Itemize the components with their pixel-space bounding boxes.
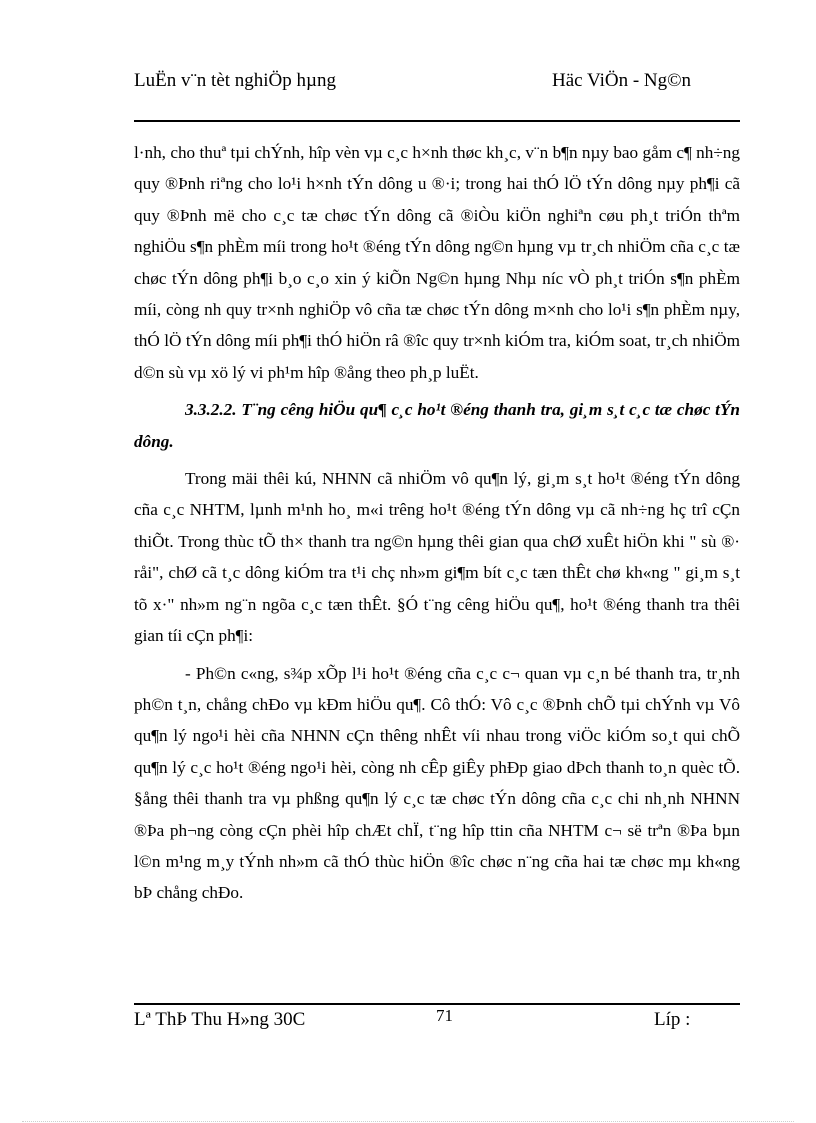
page-header <box>134 68 740 124</box>
footer-author: Lª ThÞ Thu H»ng 30C <box>134 1009 306 1030</box>
page-edge-divider <box>22 1121 794 1122</box>
header-institution: Häc ViÖn - Ng©n <box>552 70 692 91</box>
header-rule <box>134 120 740 122</box>
paragraph-2: Trong mäi thêi kú, NHNN cã nhiÖm vô qu¶n lý, gi¸m s¸t ho¹t ®éng tÝn dông cña c¸c NHTM, lµnh m¹nh ho¸ m«i trêng ho¹t ®éng tÝn dông vµ cã nh÷ng hç trî cÇn thiÕt. Trong thùc tÕ th× thanh tra ng©n hµng thêi gian qua chØ xuÊt hiÖn khi " sù ®· råi", chØ cã t¸c dông kiÓm tra t¹i chç nh»m gi¶m bít c¸c tæn thÊt chø kh«ng " gi¸m s¸t tõ x·" nh»m ng¨n ngõa c¸c tæn thÊt. §Ó t¨ng cêng hiÖu qu¶, ho¹t ®éng thanh tra thêi gian tíi cÇn ph¶i: <box>134 469 740 646</box>
paragraph-1: l·nh, cho thuª tµi chÝnh, hîp vèn vµ c¸c h×nh thøc kh¸c, v¨n b¶n nµy bao gåm c¶ nh÷ng quy ®Þnh riªng cho lo¹i h×nh tÝn dông u ®·i; trong hai thÓ lÖ tÝn dông nµy ph¶i cã quy ®Þnh më cho c¸c tæ chøc tÝn dông cã ®iÒu kiÖn nghiªn cøu ph¸t triÓn thªm nghiÖu s¶n phÈm míi trong ho¹t ®éng tÝn dông ng©n hµng vµ tr¸ch nhiÖm cña c¸c tæ chøc tÝn dông ph¶i b¸o c¸o xin ý kiÕn Ng©n hµng Nhµ níc vÒ ph¸t triÓn s¶n phÈm míi, còng nh quy tr×nh nghiÖp vô cña tæ chøc tÝn dông m×nh cho lo¹i s¶n phÈm nµy, thÓ lÖ tÝn dông míi ph¶i thÓ hiÖn râ ®îc quy tr×nh kiÓm tra, kiÓm soat, tr¸ch nhiÖm d©n sù vµ xö lý vi ph¹m hîp ®ång theo ph¸p luËt. <box>134 143 740 382</box>
header-thesis-title: LuËn v¨n tèt nghiÖp hµng <box>134 70 336 91</box>
page-body <box>134 137 740 909</box>
footer-class: Líp : <box>654 1009 691 1030</box>
page-number: 71 <box>436 1006 453 1025</box>
section-heading-3-3-2-2: 3.3.2.2. T¨ng cêng hiÖu qu¶ c¸c ho¹t ®éng thanh tra, gi¸m s¸t c¸c tæ chøc tÝn dông. <box>134 400 740 451</box>
paragraph-3: - Ph©n c«ng, s¾p xÕp l¹i ho¹t ®éng cña c¸c c¬ quan vµ c¸n bé thanh tra, tr¸nh ph©n t¸n, chång chÐo vµ kÐm hiÖu qu¶. Cô thÓ: Vô c¸c ®Þnh chÕ tµi chÝnh vµ Vô qu¶n lý ngo¹i hèi cña NHNN cÇn thêng nhÊt víi nhau trong viÖc kiÓm so¸t qui chÕ qu¶n lý c¸c ho¹t ®éng ngo¹i hèi, còng nh cÊp giÊy phÐp giao dÞch thanh to¸n quèc tÕ. §ång thêi thanh tra vµ phßng qu¶n lý c¸c tæ chøc tÝn dông cña c¸c chi nh¸nh NHNN ®Þa ph¬ng còng cÇn phèi hîp chÆt chÏ, t¨ng hîp ttin cña NHTM c¬ së trªn ®Þa bµn l©n m¹ng m¸y tÝnh nh»m cã thÓ thùc hiÖn ®îc chøc n¨ng cña hai tæ chøc mµ kh«ng bÞ chång chÐo. <box>134 663 740 903</box>
